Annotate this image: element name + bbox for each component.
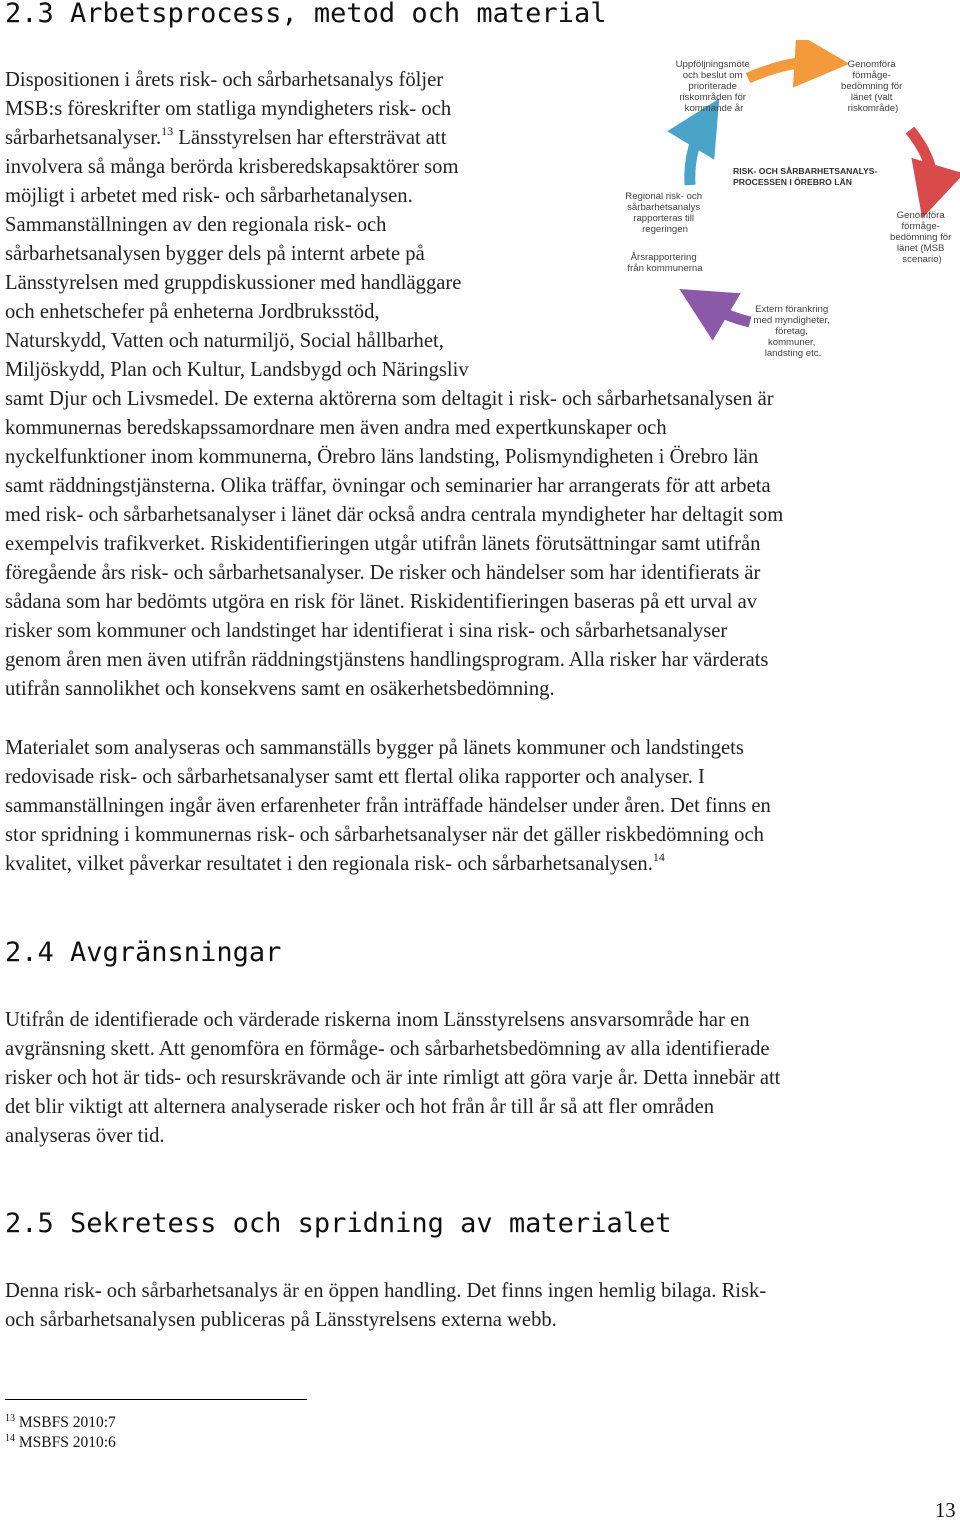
footnote-13	[5, 1413, 116, 1433]
heading-2-3: 2.3 Arbetsprocess, metod och material	[5, 0, 607, 29]
heading-2-4: 2.4 Avgränsningar	[5, 937, 282, 968]
footnote-ref-13[interactable]: 13	[161, 124, 174, 138]
body-line: genom åren men även utifrån räddningstjänstens handlingsprogram. Alla risker har värderats	[5, 649, 769, 671]
cycle-center-line: RISK- OCH SÅRBARHETSANALYS-	[733, 166, 878, 176]
body-line: risker som kommuner och landstinget har identifierat i sina risk- och sårbarhetsanalyser	[5, 620, 728, 642]
process-cycle-diagram	[600, 40, 960, 370]
body-line: Länsstyrelsen med gruppdiskussioner med handläggare	[5, 272, 462, 294]
cycle-step-top-right: Genomföra förmåge- bedömning för länet (valt riskområde)	[840, 59, 903, 114]
body-line: exempelvis trafikverket. Riskidentifieringen utgår utifrån länets förutsättningar samt utifrån	[5, 533, 761, 555]
body-line: och sårbarhetsanalysen publiceras på Länsstyrelsens externa webb.	[5, 1309, 557, 1331]
body-line: kommunernas beredskapssamordnare men även andra med expertkunskaper och	[5, 417, 667, 439]
cycle-step-right: Genomföra förmåge- bedömning för länet (MSB scenario)	[889, 210, 952, 265]
body-line: analyseras över tid.	[5, 1125, 165, 1147]
body-line: det blir viktigt att alternera analyserade risker och hot från år till år så att fler områden	[5, 1096, 715, 1118]
body-line: MSB:s föreskrifter om statliga myndigheters risk- och	[5, 98, 452, 120]
body-line: Sammanställningen av den regionala risk- och	[5, 214, 387, 236]
heading-2-5: 2.5 Sekretess och spridning av materialet	[5, 1208, 672, 1239]
body-line: och enhetschefer på enheterna Jordbruksstöd,	[5, 301, 380, 323]
body-line: med risk- och sårbarhetsanalyser i länet där också andra centrala myndigheter har deltagit som	[5, 504, 784, 526]
body-line: samt Djur och Livsmedel. De externa aktörerna som deltagit i risk- och sårbarhetsanalysen är	[5, 388, 774, 410]
footnote-text: MSBFS 2010:7	[18, 1414, 116, 1431]
blue-arrow	[690, 122, 705, 185]
body-text: Länsstyrelsen har eftersträvat att	[173, 127, 447, 149]
body-line-with-footnote	[5, 850, 665, 879]
cycle-step-top-left: Uppföljningsmöte och beslut om prioriterade riskområden för kommande år	[675, 59, 750, 114]
body-line: redovisade risk- och sårbarhetsanalyser samt ett flertal olika rapporter och analyser. I	[5, 766, 705, 788]
body-line: samt räddningstjänsterna. Olika träffar, övningar och seminarier har arrangerats för att arbeta	[5, 475, 771, 497]
body-line: föregående års risk- och sårbarhetsanalyser. De risker och händelser som har identifierats är	[5, 562, 761, 584]
purple-arrow	[703, 303, 750, 322]
cycle-step-bottom: Extern förankring med myndigheter, företag, kommuner, landsting etc.	[753, 304, 830, 359]
body-line: nyckelfunktioner inom kommunerna, Örebro läns landsting, Polismyndigheten i Örebro län	[5, 446, 759, 468]
cycle-step-left-b: Årsrapportering från kommunerna	[627, 252, 703, 274]
body-line: Naturskydd, Vatten och naturmiljö, Social hållbarhet,	[5, 330, 444, 352]
orange-arrow	[748, 62, 822, 78]
cycle-center-line: PROCESSEN I ÖREBRO LÄN	[733, 177, 852, 187]
body-line: avgränsning skett. Att genomföra en förmåge- och sårbarhetsbedömning av alla identifierade	[5, 1038, 770, 1060]
body-line: möjligt i arbetet med risk- och sårbarhetanalysen.	[5, 185, 413, 207]
body-line: sårbarhetsanalysen bygger dels på internt arbete på	[5, 243, 425, 265]
red-arrow	[910, 130, 932, 192]
body-line: sammanställningen ingår även erfarenheter från inträffade händelser under åren. Det finns en	[5, 795, 771, 817]
body-line: Miljöskydd, Plan och Kultur, Landsbygd och Näringsliv	[5, 359, 469, 381]
footnote-text: MSBFS 2010:6	[18, 1434, 116, 1451]
body-line: Dispositionen i årets risk- och sårbarhetsanalys följer	[5, 69, 444, 91]
body-line: utifrån sannolikhet och konsekvens samt en osäkerhetsbedömning.	[5, 678, 555, 700]
cycle-center-title	[733, 166, 880, 187]
body-line: risker och hot är tids- och resurskrävande och är inte rimligt att göra varje år. Detta innebär att	[5, 1067, 781, 1089]
footnote-ref-14[interactable]: 14	[652, 850, 665, 864]
cycle-step-left-a: Regional risk- och sårbarhetsanalys rapporteras till regeringen	[625, 191, 703, 235]
footnote-separator	[5, 1399, 307, 1400]
body-line: sådana som har bedömts utgöra en risk för länet. Riskidentifieringen baseras på ett urval av	[5, 591, 758, 613]
page-number: 13	[935, 1500, 956, 1522]
footnote-number: 13	[5, 1413, 15, 1424]
body-text: sårbarhetsanalyser.	[5, 127, 162, 149]
footnote-number: 14	[5, 1433, 15, 1444]
body-line: Materialet som analyseras och sammanställs bygger på länets kommuner och landstingets	[5, 737, 744, 759]
footnote-14	[5, 1433, 116, 1453]
body-line: Utifrån de identifierade och värderade riskerna inom Länsstyrelsens ansvarsområde har en	[5, 1009, 750, 1031]
body-line-with-footnote	[5, 124, 446, 153]
body-line: involvera så många berörda krisberedskapsaktörer som	[5, 156, 459, 178]
body-text: kvalitet, vilket påverkar resultatet i den regionala risk- och sårbarhetsanalysen.	[5, 853, 653, 875]
body-line: stor spridning i kommunernas risk- och sårbarhetsanalyser när det gäller riskbedömning och	[5, 824, 764, 846]
body-line: Denna risk- och sårbarhetsanalys är en öppen handling. Det finns ingen hemlig bilaga. Risk-	[5, 1280, 767, 1302]
